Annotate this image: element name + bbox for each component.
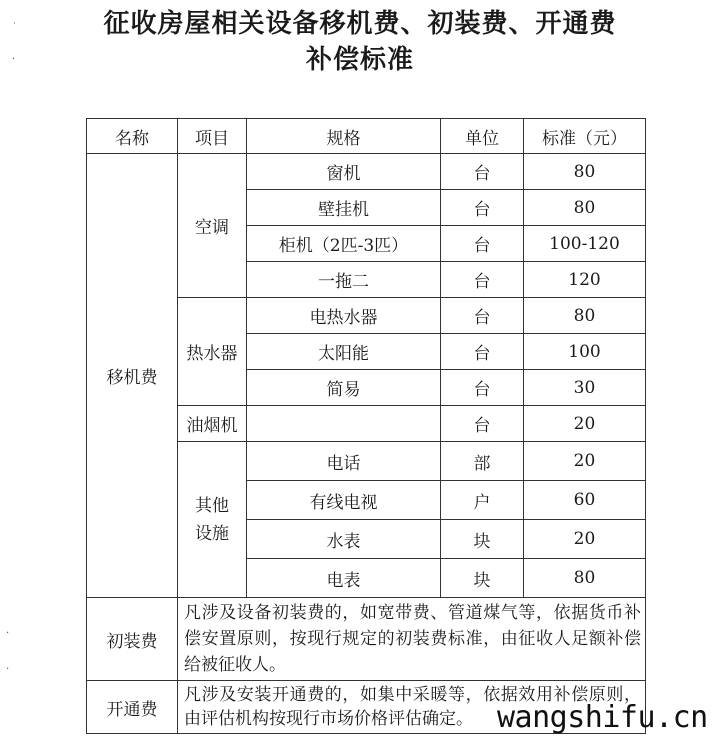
standard-cell: 60 (524, 481, 646, 520)
header-name: 名称 (87, 119, 178, 154)
header-spec: 规格 (247, 119, 441, 154)
scan-speck: · (6, 664, 10, 675)
unit-cell: 台 (441, 262, 524, 298)
install-fee-label: 初装费 (87, 598, 178, 681)
unit-cell: 台 (441, 190, 524, 226)
fee-standard-table (86, 118, 646, 734)
group-air-conditioner: 空调 (178, 154, 247, 298)
standard-cell: 20 (524, 520, 646, 559)
scan-speck: · (12, 54, 16, 65)
spec-cell: 简易 (247, 370, 441, 406)
spec-cell: 壁挂机 (247, 190, 441, 226)
group-other-label: 其他设施 (195, 495, 229, 544)
standard-cell: 80 (524, 154, 646, 190)
spec-cell: 电话 (247, 442, 441, 481)
header-standard: 标准（元） (524, 119, 646, 154)
header-item: 项目 (178, 119, 247, 154)
group-other-facilities (178, 442, 247, 598)
unit-cell: 部 (441, 442, 524, 481)
watermark: wangshifu.cn (497, 700, 708, 735)
standard-cell: 120 (524, 262, 646, 298)
spec-cell (247, 406, 441, 442)
unit-cell: 台 (441, 226, 524, 262)
spec-cell: 一拖二 (247, 262, 441, 298)
spec-cell: 电热水器 (247, 298, 441, 334)
page-title: 征收房屋相关设备移机费、初装费、开通费 (103, 9, 617, 39)
spec-cell: 太阳能 (247, 334, 441, 370)
spec-cell: 有线电视 (247, 481, 441, 520)
header-unit: 单位 (441, 119, 524, 154)
section-move-fee: 移机费 (87, 154, 178, 598)
standard-cell: 100 (524, 334, 646, 370)
standard-cell: 100-120 (524, 226, 646, 262)
unit-cell: 台 (441, 154, 524, 190)
spec-cell: 电表 (247, 559, 441, 598)
unit-cell: 块 (441, 520, 524, 559)
activation-fee-label: 开通费 (87, 681, 178, 734)
standard-cell: 80 (524, 190, 646, 226)
install-fee-row (87, 598, 646, 681)
group-range-hood: 油烟机 (178, 406, 247, 442)
standard-cell: 20 (524, 406, 646, 442)
spec-cell: 柜机（2匹-3匹） (247, 226, 441, 262)
standard-cell: 30 (524, 370, 646, 406)
group-water-heater: 热水器 (178, 298, 247, 406)
install-fee-description: 凡涉及设备初装费的，如宽带费、管道煤气等，依据货币补偿安置原则，按现行规定的初装费标准，由征收人足额补偿给被征收人。 (178, 598, 646, 681)
activation-fee-description: 凡涉及安装开通费的，如集中采暖等，依据效用补偿原则，由评估机构按现行市场价格评估确定。 (178, 681, 646, 734)
unit-cell: 台 (441, 370, 524, 406)
scan-speck: · (6, 628, 10, 639)
unit-cell: 台 (441, 334, 524, 370)
unit-cell: 台 (441, 298, 524, 334)
unit-cell: 户 (441, 481, 524, 520)
spec-cell: 水表 (247, 520, 441, 559)
unit-cell: 块 (441, 559, 524, 598)
standard-cell: 20 (524, 442, 646, 481)
page-subtitle: 补偿标准 (305, 45, 414, 75)
table-header-row (87, 119, 646, 154)
unit-cell: 台 (441, 406, 524, 442)
scan-speck: ˙ (12, 22, 17, 33)
standard-cell: 80 (524, 559, 646, 598)
table-row (87, 154, 646, 190)
spec-cell: 窗机 (247, 154, 441, 190)
standard-cell: 80 (524, 298, 646, 334)
